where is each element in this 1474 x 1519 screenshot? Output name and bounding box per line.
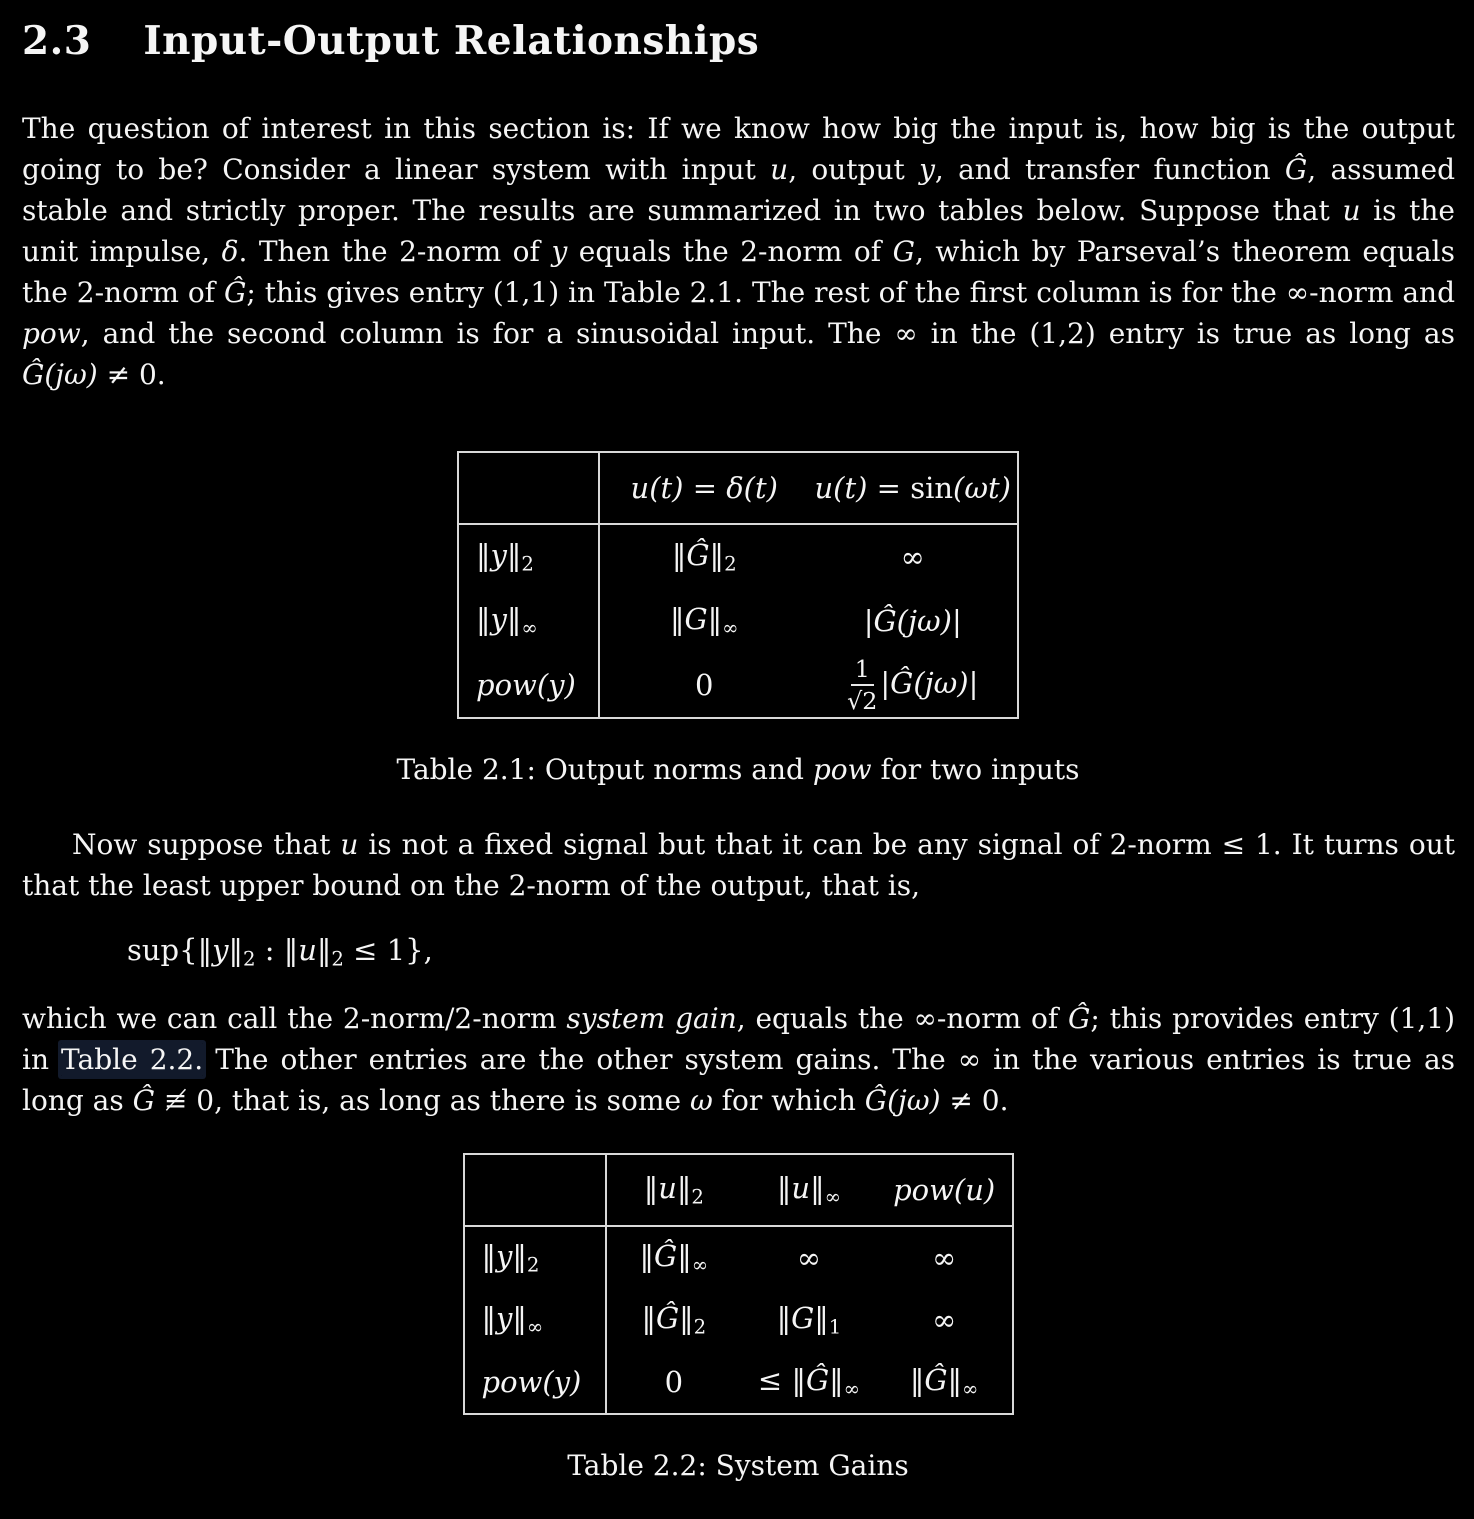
text-run: ‖u‖ <box>776 1170 825 1205</box>
table-data-cell <box>606 1226 742 1289</box>
paragraph-intro <box>22 108 1455 395</box>
text-run: ∞ <box>722 616 739 640</box>
section-number: 2.3 <box>22 18 92 64</box>
text-run: for which <box>712 1083 865 1117</box>
text-run: u <box>1342 194 1361 227</box>
table-row <box>464 1351 1013 1414</box>
table-header-row <box>464 1154 1013 1226</box>
text-run: ≢ 0, that is, as long as there is some <box>155 1083 690 1117</box>
table-2-2 <box>463 1153 1014 1415</box>
text-run: 2 <box>724 552 737 576</box>
table-row <box>464 1289 1013 1351</box>
row-label-cell <box>464 1226 606 1289</box>
text-run: ≤ 1}, <box>343 933 433 967</box>
sup-equation <box>22 933 1454 971</box>
text-run: . Then the 2-norm of <box>238 235 552 268</box>
text-run: ‖y‖ <box>197 933 243 967</box>
text-run: 2 <box>693 1315 707 1339</box>
text-run: ‖y‖ <box>476 602 522 637</box>
text-run: 2 <box>331 947 344 971</box>
text-run: ≠ 0. <box>97 358 166 391</box>
table-data-cell <box>741 1351 877 1414</box>
table-data-cell <box>599 653 809 718</box>
text-run: system gain <box>566 1001 737 1035</box>
table-header-row <box>458 452 1018 524</box>
text-run: ‖y‖ <box>481 1238 527 1273</box>
text-run: , and the second column is for a sinusoidal input. The ∞ in the (1,2) entry is true as long as <box>80 317 1455 350</box>
table-row <box>464 1226 1013 1289</box>
text-run: u <box>340 828 359 861</box>
text-run: ‖Ĝ‖ <box>641 1300 694 1335</box>
text-run: equals the 2-norm of <box>567 235 893 268</box>
text-run: u(t) = δ(t) <box>630 471 778 505</box>
text-run: sin <box>910 471 954 505</box>
text-run: , equals the ∞-norm of <box>736 1001 1069 1035</box>
table-header-cell <box>877 1154 1013 1226</box>
text-run: ‖G‖ <box>776 1300 829 1335</box>
text-run: ∞ <box>843 1377 861 1401</box>
text-run: y <box>551 235 568 268</box>
text-run: ≤ <box>757 1362 792 1397</box>
section-title: Input-Output Relationships <box>143 18 760 64</box>
text-run: ‖Ĝ‖ <box>671 538 725 573</box>
table-data-cell <box>809 589 1019 653</box>
text-run: Table 2.2: System Gains <box>567 1448 909 1482</box>
fraction-numerator: 1 <box>851 656 874 686</box>
text-run: ∞ <box>824 1185 842 1209</box>
table-2-2-link[interactable]: Table 2.2. <box>61 1042 204 1076</box>
table-data-cell <box>741 1226 877 1289</box>
paragraph-sup-intro <box>22 824 1455 906</box>
text-run: ∞ <box>932 1302 957 1337</box>
text-run: Table 2.1: Output norms and <box>396 753 813 786</box>
text-run: ; this gives entry (1,1) in Table 2.1. The rest of the first column is for the ∞-norm and <box>246 276 1455 309</box>
paragraph-system-gain <box>22 998 1455 1121</box>
text-run: Ĝ <box>223 276 247 309</box>
text-run: y <box>919 153 935 186</box>
text-run: ‖Ĝ‖ <box>791 1362 844 1397</box>
text-run: ∞ <box>932 1240 957 1275</box>
text-run: : <box>255 933 284 967</box>
text-run: Ĝ <box>132 1083 156 1117</box>
text-run: ‖y‖ <box>476 538 522 573</box>
text-run: sup{ <box>127 933 198 967</box>
text-run: ∞ <box>900 540 925 574</box>
text-run: is not a fixed signal but that it can be any signal of 2-norm ≤ 1. It turns out that the least upper bound on the 2-norm of the output, that is, <box>22 828 1455 902</box>
text-run: ‖Ĝ‖ <box>639 1238 692 1273</box>
text-run: is the unit impulse, <box>22 194 1455 268</box>
text-run: 2 <box>242 947 256 971</box>
text-run: ∞ <box>962 1377 979 1401</box>
text-run: for two inputs <box>871 753 1080 786</box>
text-run: |Ĝ(jω)| <box>880 666 979 700</box>
row-label-cell <box>464 1289 606 1351</box>
table-2-1 <box>457 451 1019 719</box>
table-row <box>458 653 1018 718</box>
row-label-cell <box>458 524 599 589</box>
table-header-cell <box>809 452 1019 524</box>
text-run: Ĝ(jω) <box>22 358 98 391</box>
table-data-cell <box>877 1351 1013 1414</box>
table-corner-cell <box>458 452 599 524</box>
text-run: ∞ <box>526 1315 544 1339</box>
text-run: ‖u‖ <box>283 933 332 967</box>
table-2-1-caption <box>22 753 1454 786</box>
text-run: 0 <box>664 1364 684 1399</box>
table-2-2-figure <box>22 1153 1454 1482</box>
fraction <box>847 656 877 714</box>
text-run: G <box>892 235 915 268</box>
table-data-cell <box>809 653 1019 718</box>
text-run: ‖G‖ <box>669 602 723 637</box>
table-corner-cell <box>464 1154 606 1226</box>
table-data-cell <box>606 1351 742 1414</box>
row-label-cell <box>458 653 599 718</box>
table-data-cell <box>741 1289 877 1351</box>
text-run: ∞ <box>691 1253 709 1277</box>
text-run: ω <box>689 1083 713 1117</box>
text-run: ; this provides entry (1,1) in <box>22 1001 1456 1076</box>
table-data-cell <box>606 1289 742 1351</box>
row-label-cell <box>458 589 599 653</box>
text-run: which we can call the 2-norm/2-norm <box>22 1001 567 1035</box>
text-run: (ωt) <box>953 471 1011 505</box>
text-run: u <box>770 153 789 186</box>
text-run: pow(u) <box>893 1172 996 1207</box>
table-header-cell <box>741 1154 877 1226</box>
text-run: , output <box>788 153 920 186</box>
text-run: 2 <box>521 552 534 576</box>
text-run: Ĝ <box>1284 153 1308 186</box>
fraction-denominator: √2 <box>847 687 878 715</box>
text-run: ‖y‖ <box>481 1300 527 1335</box>
text-run: 2 <box>526 1253 540 1277</box>
table-data-cell <box>809 524 1019 589</box>
table-header-cell <box>606 1154 742 1226</box>
text-run: 1 <box>828 1315 842 1339</box>
table-data-cell <box>599 524 809 589</box>
table-row <box>458 589 1018 653</box>
text-run: , and transfer function <box>934 153 1285 186</box>
row-label-cell <box>464 1351 606 1414</box>
table-data-cell <box>877 1289 1013 1351</box>
text-run: ≠ 0. <box>940 1083 1009 1117</box>
text-run: ∞ <box>521 616 538 640</box>
text-run: |Ĝ(jω)| <box>863 604 962 638</box>
table-row <box>458 524 1018 589</box>
table-data-cell <box>877 1226 1013 1289</box>
text-run: The other entries are the other system gains. The ∞ in the various entries is true as long as <box>22 1042 1456 1117</box>
text-run: ‖u‖ <box>643 1170 692 1205</box>
table-data-cell <box>599 589 809 653</box>
text-run: ∞ <box>796 1240 822 1275</box>
section-heading <box>22 18 1454 64</box>
text-run: 0 <box>695 668 714 702</box>
text-run: Ĝ <box>1068 1001 1091 1035</box>
text-run: The question of interest in this section is: If we know how big the input is, how big is the output going to be? Consider a linear system with input <box>22 112 1455 186</box>
text-run: , which by Parseval’s theorem equals the 2-norm of <box>22 235 1455 309</box>
text-run: pow <box>812 753 872 786</box>
table-header-cell <box>599 452 809 524</box>
text-run: Now suppose that <box>72 828 341 861</box>
table-2-2-caption <box>22 1449 1454 1482</box>
text-run: u(t) = <box>814 471 911 505</box>
text-run: δ <box>221 235 239 268</box>
text-run: 2 <box>691 1185 704 1209</box>
text-run: Ĝ(jω) <box>864 1083 941 1117</box>
text-run: , assumed stable and strictly proper. The results are summarized in two tables below. Suppose that <box>22 153 1455 227</box>
table-2-1-figure <box>22 451 1454 786</box>
text-run: pow(y) <box>476 668 576 702</box>
text-run: pow <box>22 317 81 350</box>
text-run: pow(y) <box>481 1364 582 1399</box>
text-run: ‖Ĝ‖ <box>909 1362 963 1397</box>
